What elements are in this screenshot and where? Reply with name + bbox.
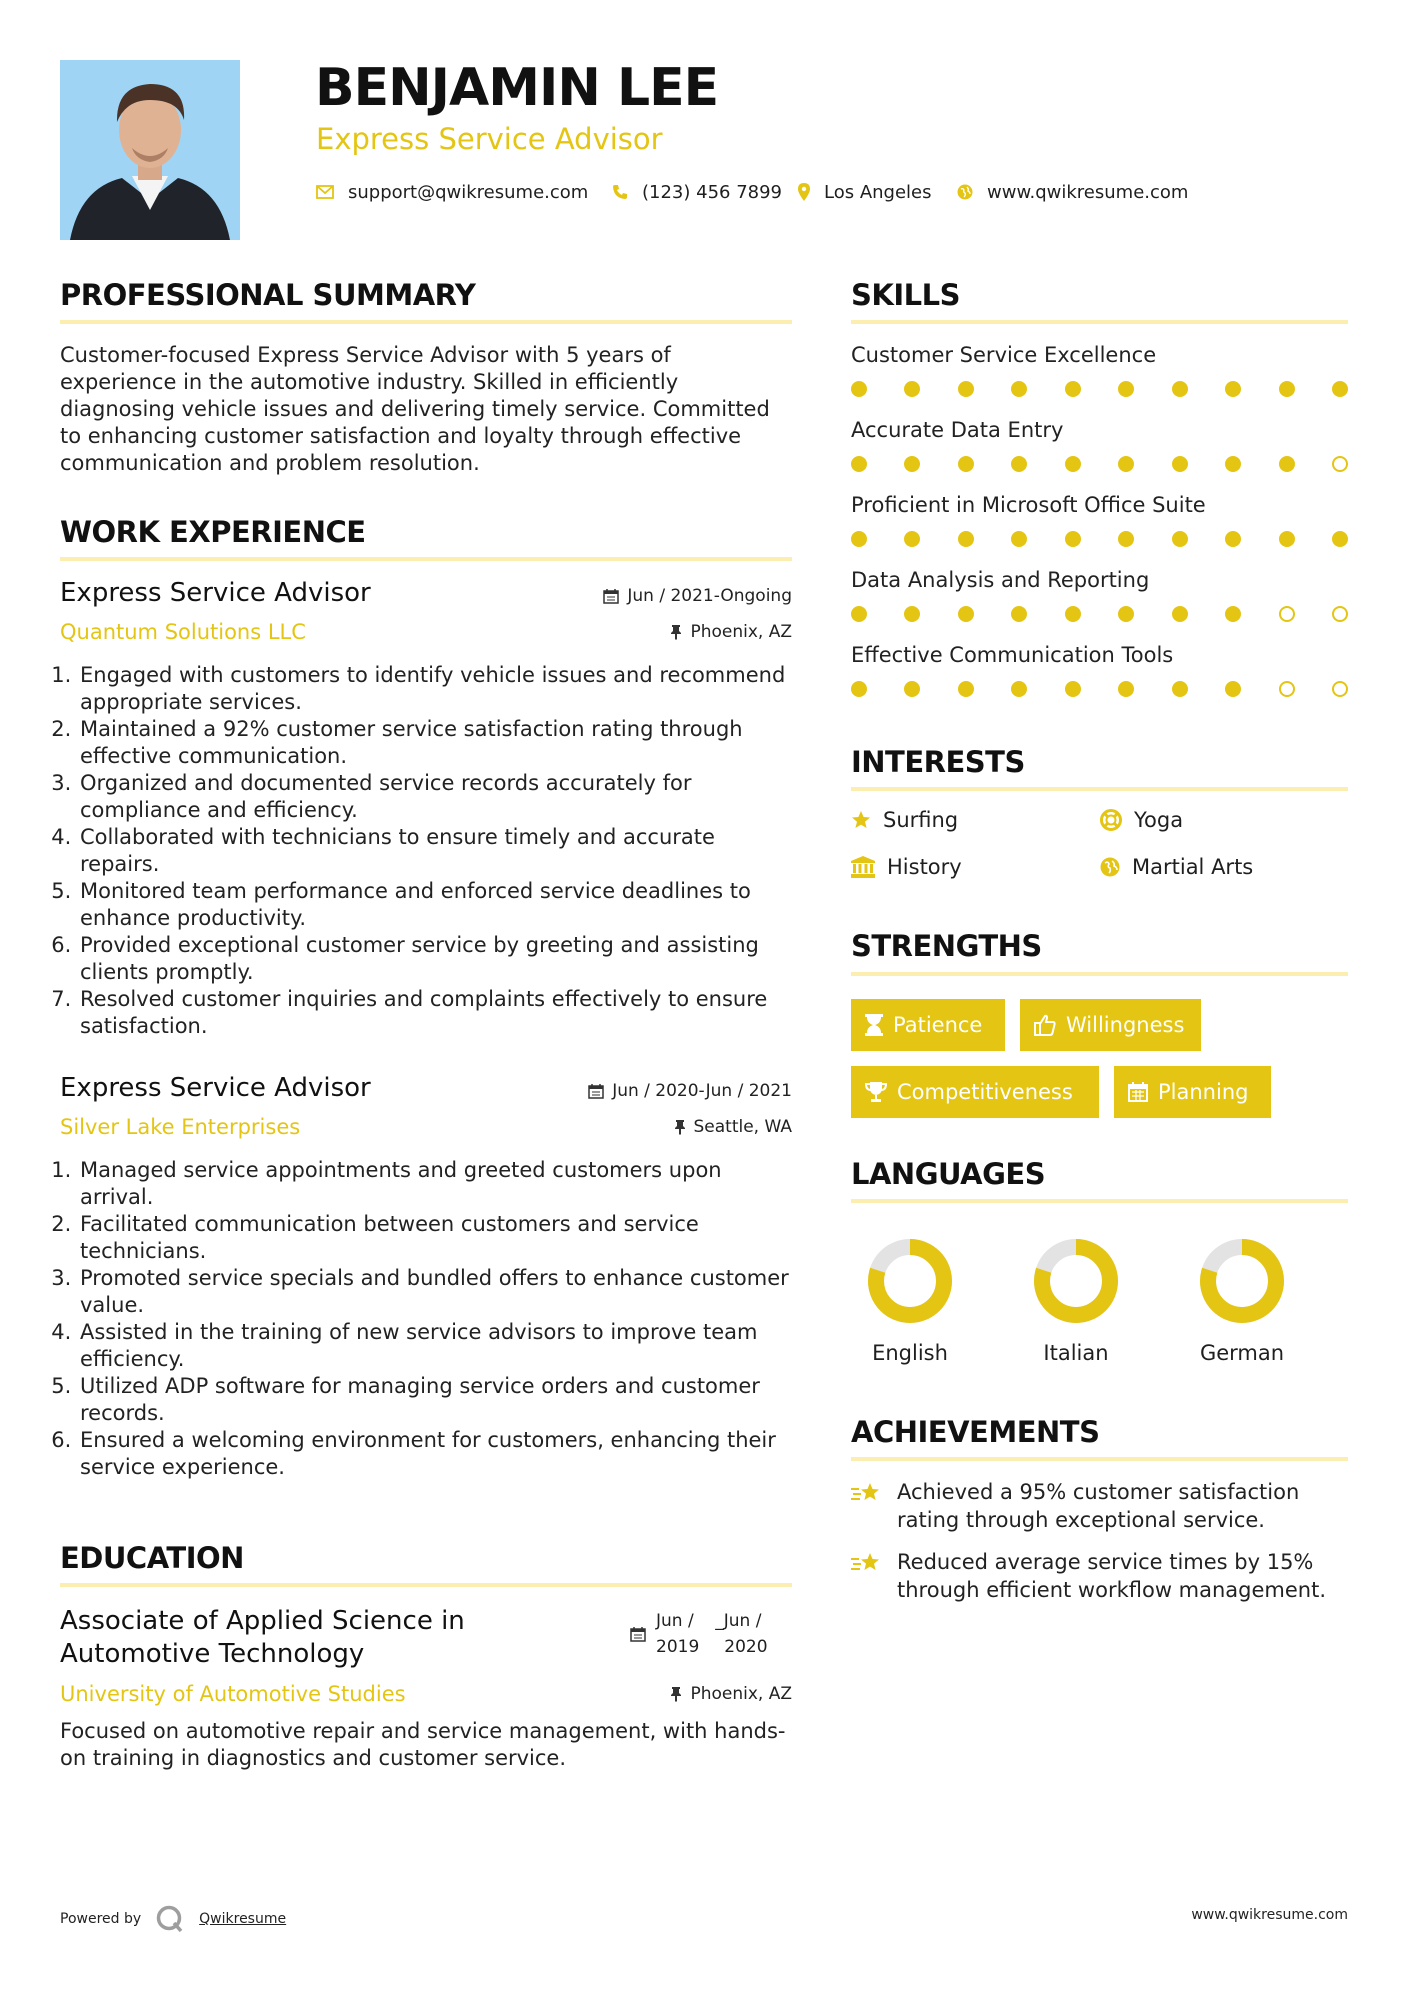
calendar-icon	[603, 588, 619, 604]
degree-title	[60, 1605, 465, 1671]
rating-dot-filled	[1011, 381, 1027, 397]
contact-website[interactable]	[957, 180, 1188, 204]
rating-dot-filled	[1279, 531, 1295, 547]
rating-dot-filled	[1225, 531, 1241, 547]
rating-dot-filled	[1225, 606, 1241, 622]
experience-divider	[60, 557, 792, 561]
rating-dot-filled	[851, 681, 867, 697]
interest-label: History	[887, 855, 962, 879]
language-name: Italian	[1043, 1341, 1109, 1365]
achievements-divider	[851, 1457, 1348, 1461]
rating-dot-filled	[958, 606, 974, 622]
pin-icon	[670, 1686, 682, 1702]
rating-dot-filled	[1332, 381, 1348, 397]
achievement-text: Reduced average service times by 15% through efficient workflow management.	[897, 1550, 1327, 1602]
job-entry	[60, 578, 792, 1040]
rating-dot-filled	[904, 531, 920, 547]
star-icon	[851, 810, 871, 830]
rating-dot-filled	[1225, 381, 1241, 397]
skill-row	[851, 418, 1348, 493]
shooting-star-icon	[851, 1480, 883, 1506]
achievement-text: Achieved a 95% customer satisfaction rating through exceptional service.	[897, 1480, 1300, 1532]
rating-dot-filled	[851, 381, 867, 397]
rating-dot-empty	[1332, 606, 1348, 622]
rating-dot-filled	[1065, 681, 1081, 697]
strength-label: Competitiveness	[897, 1080, 1073, 1104]
qwikresume-logo-icon	[155, 1904, 185, 1934]
calendar-icon	[630, 1626, 646, 1642]
rating-dot-filled	[958, 681, 974, 697]
language-name: English	[872, 1341, 948, 1365]
strength-patience	[851, 999, 1005, 1051]
strength-planning	[1114, 1066, 1271, 1118]
edu-end-year: 2020	[724, 1637, 768, 1657]
education-description: Focused on automotive repair and service management, with hands-on training in diagnostics and customer service.	[60, 1719, 786, 1770]
job-title: Express Service Advisor	[60, 578, 371, 608]
job-entry	[60, 1073, 792, 1481]
contact-phone[interactable]	[612, 180, 782, 204]
interest-label: Surfing	[883, 808, 959, 832]
bullet-item: 6. Ensured a welcoming environment for customers, enhancing their service experience.	[78, 1427, 792, 1481]
skill-row	[851, 493, 1348, 568]
calendar-icon	[1128, 1082, 1148, 1102]
skills-heading: SKILLS	[851, 278, 960, 312]
website-text: www.qwikresume.com	[987, 181, 1189, 203]
rating-dot-filled	[1011, 606, 1027, 622]
bullet-item: 5. Utilized ADP software for managing service orders and customer records.	[78, 1373, 792, 1427]
rating-dot-filled	[1225, 456, 1241, 472]
languages-heading: LANGUAGES	[851, 1157, 1046, 1191]
achievement-item	[851, 1478, 1348, 1534]
rating-dot-empty	[1332, 681, 1348, 697]
skill-row	[851, 643, 1348, 718]
candidate-title: Express Service Advisor	[316, 122, 663, 156]
experience-heading: WORK EXPERIENCE	[60, 515, 366, 549]
interest-yoga	[1100, 808, 1183, 832]
rating-dot-filled	[904, 606, 920, 622]
rating-dot-filled	[1172, 381, 1188, 397]
languages-divider	[851, 1199, 1348, 1203]
education-heading: EDUCATION	[60, 1541, 244, 1575]
interest-label: Yoga	[1134, 808, 1184, 832]
skill-name: Proficient in Microsoft Office Suite	[851, 493, 1206, 517]
rating-dot-filled	[1225, 681, 1241, 697]
footer-website[interactable]: www.qwikresume.com	[1191, 1907, 1348, 1923]
rating-dot-filled	[1172, 606, 1188, 622]
skill-rating	[851, 531, 1348, 547]
bullet-item: 6. Provided exceptional customer service by greeting and assisting clients promptly.	[78, 932, 792, 986]
qwikresume-link[interactable]: Qwikresume	[199, 1911, 287, 1927]
rating-dot-filled	[851, 606, 867, 622]
company-name: Silver Lake Enterprises	[60, 1115, 301, 1139]
bullet-item: 3. Promoted service specials and bundled offers to enhance customer value.	[78, 1265, 792, 1319]
profile-photo	[60, 60, 240, 240]
language-name: German	[1199, 1341, 1285, 1365]
rating-dot-filled	[1011, 456, 1027, 472]
globe-icon	[1100, 857, 1120, 877]
education-location	[670, 1684, 792, 1704]
rating-dot-filled	[1065, 456, 1081, 472]
strengths-heading: STRENGTHS	[851, 929, 1042, 963]
language-donut	[1032, 1237, 1120, 1325]
job-dates-text: Jun / 2020-Jun / 2021	[612, 1081, 792, 1101]
skill-name: Data Analysis and Reporting	[851, 568, 1150, 592]
rating-dot-filled	[1172, 531, 1188, 547]
bullet-item: 1. Engaged with customers to identify vehicle issues and recommend appropriate services.	[78, 662, 792, 716]
job-location-text: Seattle, WA	[693, 1117, 792, 1137]
bullet-item: 4. Assisted in the training of new service advisors to improve team efficiency.	[78, 1319, 792, 1373]
job-dates	[603, 586, 792, 606]
skill-name: Effective Communication Tools	[851, 643, 1174, 667]
job-location-text: Phoenix, AZ	[690, 622, 792, 642]
globe-icon	[957, 184, 973, 200]
phone-icon	[612, 184, 628, 200]
skills-divider	[851, 320, 1348, 324]
education-divider	[60, 1583, 792, 1587]
calendar-icon	[588, 1083, 604, 1099]
rating-dot-empty	[1279, 681, 1295, 697]
degree-line-2: Automotive Technology	[60, 1639, 365, 1669]
strength-label: Willingness	[1066, 1013, 1185, 1037]
skill-name: Customer Service Excellence	[851, 343, 1157, 367]
rating-dot-filled	[1118, 456, 1134, 472]
skill-rating	[851, 606, 1348, 622]
strength-willingness	[1020, 999, 1201, 1051]
rating-dot-filled	[1172, 681, 1188, 697]
phone-text: (123) 456 7899	[642, 181, 783, 203]
rating-dot-filled	[1011, 531, 1027, 547]
hourglass-icon	[865, 1014, 883, 1036]
interest-surfing	[851, 808, 958, 832]
location-text: Los Angeles	[824, 181, 932, 203]
rating-dot-filled	[958, 531, 974, 547]
bullet-item: 1. Managed service appointments and greeted customers upon arrival.	[78, 1157, 792, 1211]
bullet-item: 2. Facilitated communication between customers and service technicians.	[78, 1211, 792, 1265]
language-italian	[1016, 1237, 1136, 1365]
contact-location	[798, 180, 932, 204]
strength-label: Planning	[1158, 1080, 1249, 1104]
lifebuoy-icon	[1100, 809, 1122, 831]
job-bullets	[60, 1157, 792, 1481]
bullet-item: 2. Maintained a 92% customer service satisfaction rating through effective communication.	[78, 716, 792, 770]
rating-dot-filled	[1118, 606, 1134, 622]
bullet-item: 7. Resolved customer inquiries and complaints effectively to ensure satisfaction.	[78, 986, 792, 1040]
edu-start-year: 2019	[656, 1637, 700, 1657]
skill-rating	[851, 681, 1348, 697]
footer-powered-by	[60, 1904, 286, 1934]
rating-dot-filled	[1279, 381, 1295, 397]
contact-email[interactable]	[316, 180, 588, 204]
rating-dot-filled	[1118, 531, 1134, 547]
edu-start-month: Jun /	[656, 1611, 694, 1631]
thumbs-up-icon	[1034, 1014, 1056, 1036]
pin-icon	[674, 1119, 686, 1135]
summary-divider	[60, 320, 792, 324]
language-german	[1182, 1237, 1302, 1365]
interests-divider	[851, 787, 1348, 791]
interests-heading: INTERESTS	[851, 745, 1025, 779]
school-name: University of Automotive Studies	[60, 1682, 406, 1706]
skill-row	[851, 343, 1348, 418]
rating-dot-filled	[1065, 531, 1081, 547]
bullet-item: 5. Monitored team performance and enforced service deadlines to enhance productivity.	[78, 878, 792, 932]
email-text: support@qwikresume.com	[348, 181, 589, 203]
job-location	[674, 1117, 793, 1137]
rating-dot-empty	[1332, 456, 1348, 472]
job-dates-text: Jun / 2021-Ongoing	[627, 586, 792, 606]
rating-dot-filled	[1065, 606, 1081, 622]
bullet-item: 3. Organized and documented service records accurately for compliance and efficiency.	[78, 770, 792, 824]
achievements-heading: ACHIEVEMENTS	[851, 1415, 1100, 1449]
job-title: Express Service Advisor	[60, 1073, 371, 1103]
pin-icon	[670, 624, 682, 640]
rating-dot-empty	[1279, 606, 1295, 622]
candidate-name: BENJAMIN LEE	[315, 58, 719, 118]
language-english	[850, 1237, 970, 1365]
degree-line-1: Associate of Applied Science in	[60, 1606, 465, 1636]
interest-martial-arts	[1100, 855, 1253, 879]
skill-row	[851, 568, 1348, 643]
rating-dot-filled	[958, 456, 974, 472]
education-location-text: Phoenix, AZ	[690, 1684, 792, 1704]
rating-dot-filled	[1332, 531, 1348, 547]
skill-name: Accurate Data Entry	[851, 418, 1064, 442]
rating-dot-filled	[1065, 381, 1081, 397]
powered-by-text: Powered by	[60, 1911, 142, 1927]
envelope-icon	[316, 185, 334, 199]
rating-dot-filled	[851, 531, 867, 547]
edu-end-month: _Jun /	[715, 1611, 762, 1631]
strength-label: Patience	[893, 1013, 983, 1037]
rating-dot-filled	[851, 456, 867, 472]
summary-text: Customer-focused Express Service Advisor with 5 years of experience in the automotive industry. Skilled in efficiently diagnosing vehicle issues and delivering timely service. Committed to enhancing customer satisfaction and loyalty through effective communication and problem resolution.	[60, 343, 770, 475]
rating-dot-filled	[904, 381, 920, 397]
interest-history	[851, 855, 962, 879]
rating-dot-filled	[1011, 681, 1027, 697]
language-donut	[866, 1237, 954, 1325]
rating-dot-filled	[1118, 381, 1134, 397]
skill-rating	[851, 456, 1348, 472]
map-marker-icon	[798, 183, 810, 201]
achievement-item	[851, 1548, 1348, 1604]
rating-dot-filled	[958, 381, 974, 397]
skills-list	[851, 343, 1348, 718]
summary-heading: PROFESSIONAL SUMMARY	[60, 278, 476, 312]
trophy-icon	[865, 1081, 887, 1103]
rating-dot-filled	[904, 456, 920, 472]
rating-dot-filled	[1279, 456, 1295, 472]
job-location	[670, 622, 792, 642]
company-name: Quantum Solutions LLC	[60, 620, 306, 644]
bullet-item: 4. Collaborated with technicians to ensure timely and accurate repairs.	[78, 824, 792, 878]
strengths-divider	[851, 972, 1348, 976]
job-bullets	[60, 662, 792, 1040]
institution-icon	[851, 856, 875, 878]
language-donut	[1198, 1237, 1286, 1325]
rating-dot-filled	[1118, 681, 1134, 697]
job-dates	[588, 1081, 792, 1101]
interest-label: Martial Arts	[1132, 855, 1254, 879]
skill-rating	[851, 381, 1348, 397]
rating-dot-filled	[1172, 456, 1188, 472]
education-dates	[630, 1608, 768, 1660]
shooting-star-icon	[851, 1550, 883, 1576]
strength-competitiveness	[851, 1066, 1099, 1118]
rating-dot-filled	[904, 681, 920, 697]
